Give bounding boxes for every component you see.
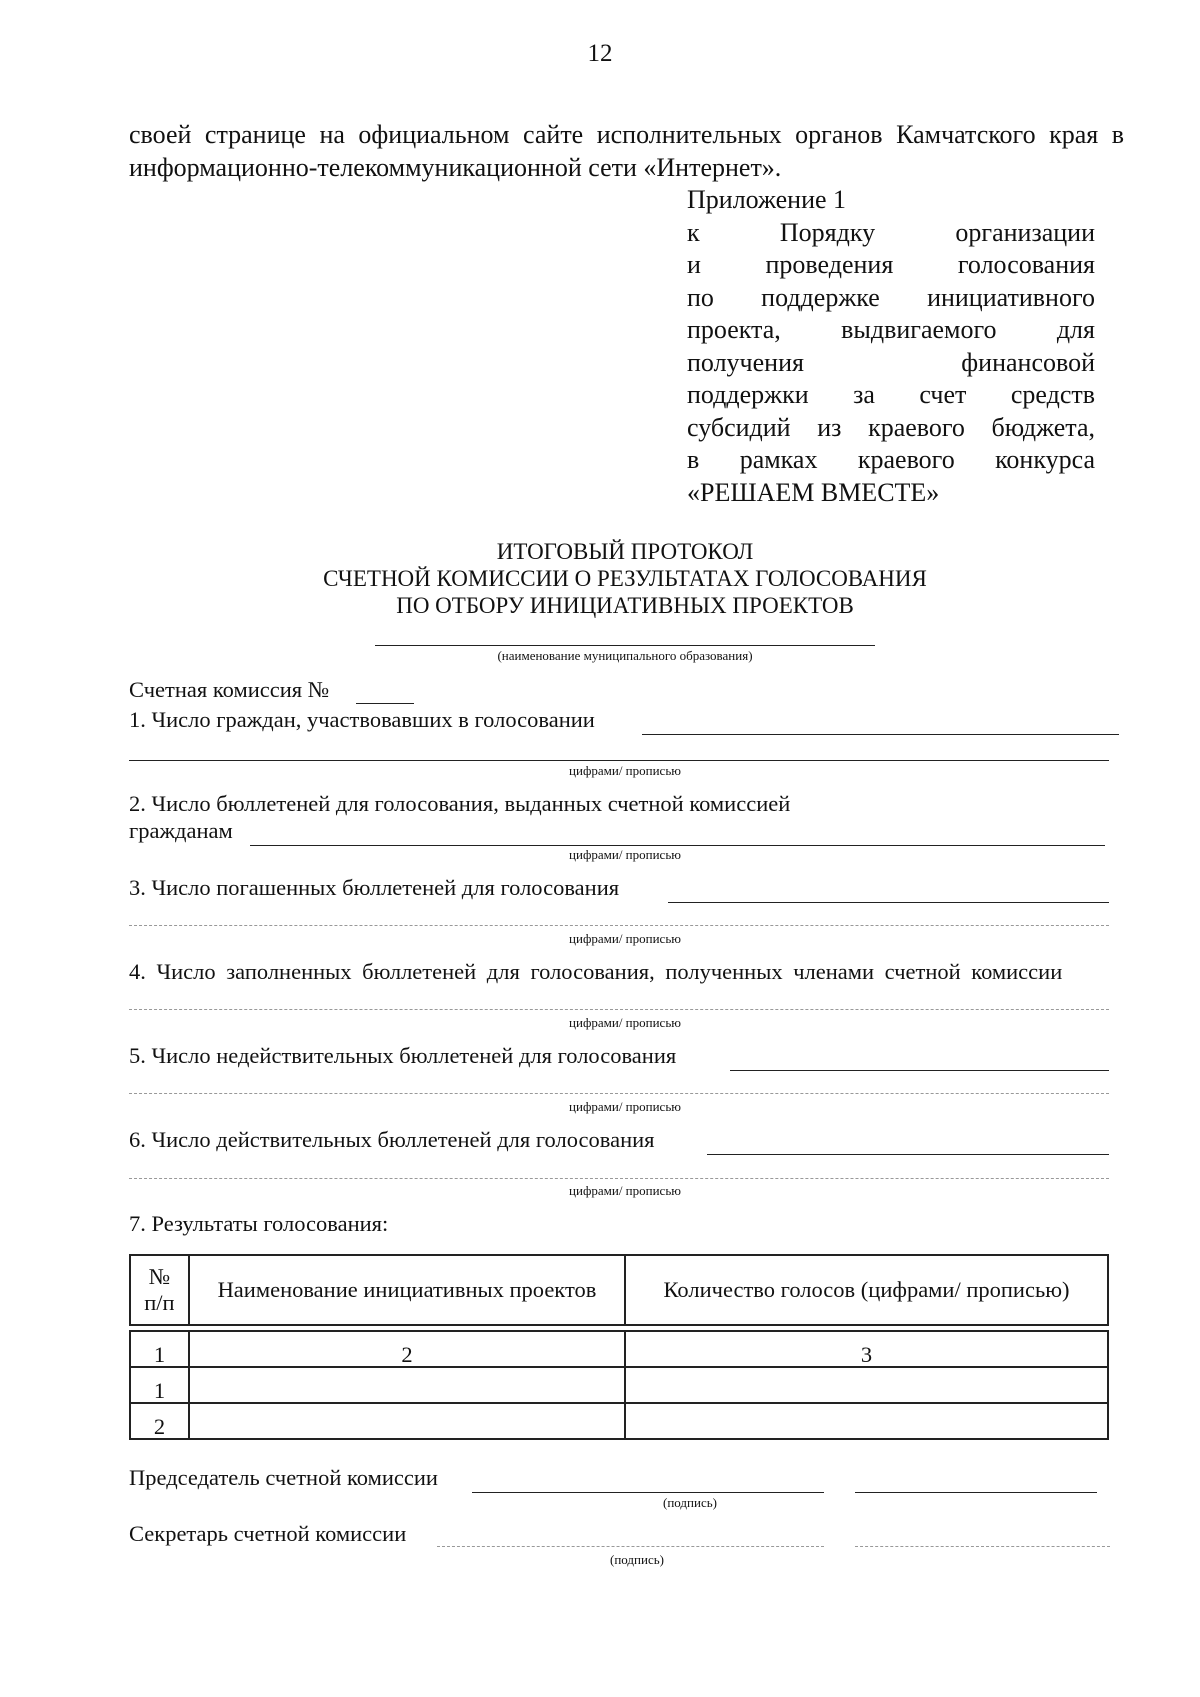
vote-count-cell[interactable] [625,1367,1108,1403]
item-6-caption: цифрами/ прописью [569,1183,681,1198]
table-header-row [130,1255,1108,1325]
item-3-answer-line[interactable] [668,902,1109,903]
appendix-line: получения финансовой [687,347,1095,377]
column-number: 3 [625,1331,1108,1367]
project-name-cell[interactable] [189,1367,625,1403]
vote-count-cell[interactable] [625,1403,1108,1439]
item-4-caption: цифрами/ прописью [569,1015,681,1030]
commission-number-line[interactable] [356,703,414,704]
item-1-answer-line[interactable] [642,734,1119,735]
item-7-label: 7. Результаты голосования: [129,1211,389,1236]
secretary-label: Секретарь счетной комиссии [129,1521,407,1546]
page-number: 12 [587,40,613,67]
secretary-name-line[interactable] [855,1546,1110,1547]
appendix-line: поддержки за счет средств [687,380,1095,409]
item-6-answer-line-2[interactable] [129,1178,1109,1179]
chairman-name-line[interactable] [855,1492,1097,1493]
header-number-pp: п/п [144,1290,175,1315]
item-2-answer-line[interactable] [250,845,1105,846]
commission-label: Счетная комиссия № [129,677,330,702]
title-line-2: СЧЕТНОЙ КОМИССИИ О РЕЗУЛЬТАТАХ ГОЛОСОВАНИЯ [323,566,927,591]
item-2-label: 2. Число бюллетеней для голосования, выданных счетной комиссией [129,791,791,816]
chairman-label: Председатель счетной комиссии [129,1465,438,1490]
item-3-label: 3. Число погашенных бюллетеней для голосования [129,875,620,900]
appendix-line: в рамках краевого конкурса [687,445,1095,474]
item-5-label: 5. Число недействительных бюллетеней для голосования [129,1043,677,1068]
item-3-answer-line-2[interactable] [129,925,1109,926]
title-line-1: ИТОГОВЫЙ ПРОТОКОЛ [496,539,754,564]
table-row [130,1367,1108,1403]
chairman-signature-line[interactable] [472,1492,824,1493]
item-4-answer-line[interactable] [129,1009,1109,1010]
header-vote-count: Количество голосов (цифрами/ прописью) [625,1255,1108,1325]
chairman-signature-caption: (подпись) [663,1495,717,1510]
secretary-signature-line[interactable] [437,1546,824,1547]
item-2-caption: цифрами/ прописью [569,847,681,862]
column-number: 1 [130,1331,189,1367]
item-2-label-cont: гражданам [129,818,233,843]
appendix-line: «РЕШАЕМ ВМЕСТЕ» [687,477,940,507]
item-5-answer-line-2[interactable] [129,1093,1109,1094]
item-5-answer-line[interactable] [730,1070,1109,1071]
item-5-caption: цифрами/ прописью [569,1099,681,1114]
table-row [130,1403,1108,1439]
item-1-caption: цифрами/ прописью [569,763,681,778]
item-1-label: 1. Число граждан, участвовавших в голосовании [129,707,595,732]
title-line-3: ПО ОТБОРУ ИНИЦИАТИВНЫХ ПРОЕКТОВ [396,593,854,618]
header-number-sign: № [148,1264,171,1289]
appendix-line: и проведения голосования [687,250,1095,279]
item-6-label: 6. Число действительных бюллетеней для голосования [129,1127,655,1152]
secretary-signature-caption: (подпись) [610,1552,664,1567]
item-6-answer-line[interactable] [707,1154,1109,1155]
municipality-caption: (наименование муниципального образования) [497,648,753,663]
intro-paragraph: своей странице на официальном сайте исполнительных органов Камчатского края в информационно-телекоммуникационной сети «Интернет». [129,120,1124,182]
row-number: 2 [130,1403,189,1439]
header-number [130,1255,189,1325]
column-number: 2 [189,1331,625,1367]
appendix-line: к Порядку организации [687,217,1095,247]
item-4-label: 4. Число заполненных бюллетеней для голосования, полученных членами счетной комиссии [129,959,1063,984]
voting-results-table [129,1254,1109,1440]
item-1-answer-line-2[interactable] [129,760,1109,761]
header-project-name: Наименование инициативных проектов [189,1255,625,1325]
column-number-row [130,1331,1108,1367]
appendix-line: субсидий из краевого бюджета, [687,412,1095,442]
project-name-cell[interactable] [189,1403,625,1439]
protocol-title [0,538,1200,619]
row-number: 1 [130,1367,189,1403]
item-3-caption: цифрами/ прописью [569,931,681,946]
appendix-line: Приложение 1 [687,185,847,214]
appendix-reference [687,184,1095,509]
municipality-name-line[interactable] [375,645,875,646]
appendix-line: по поддержке инициативного [687,282,1095,312]
appendix-line: проекта, выдвигаемого для [687,315,1095,344]
